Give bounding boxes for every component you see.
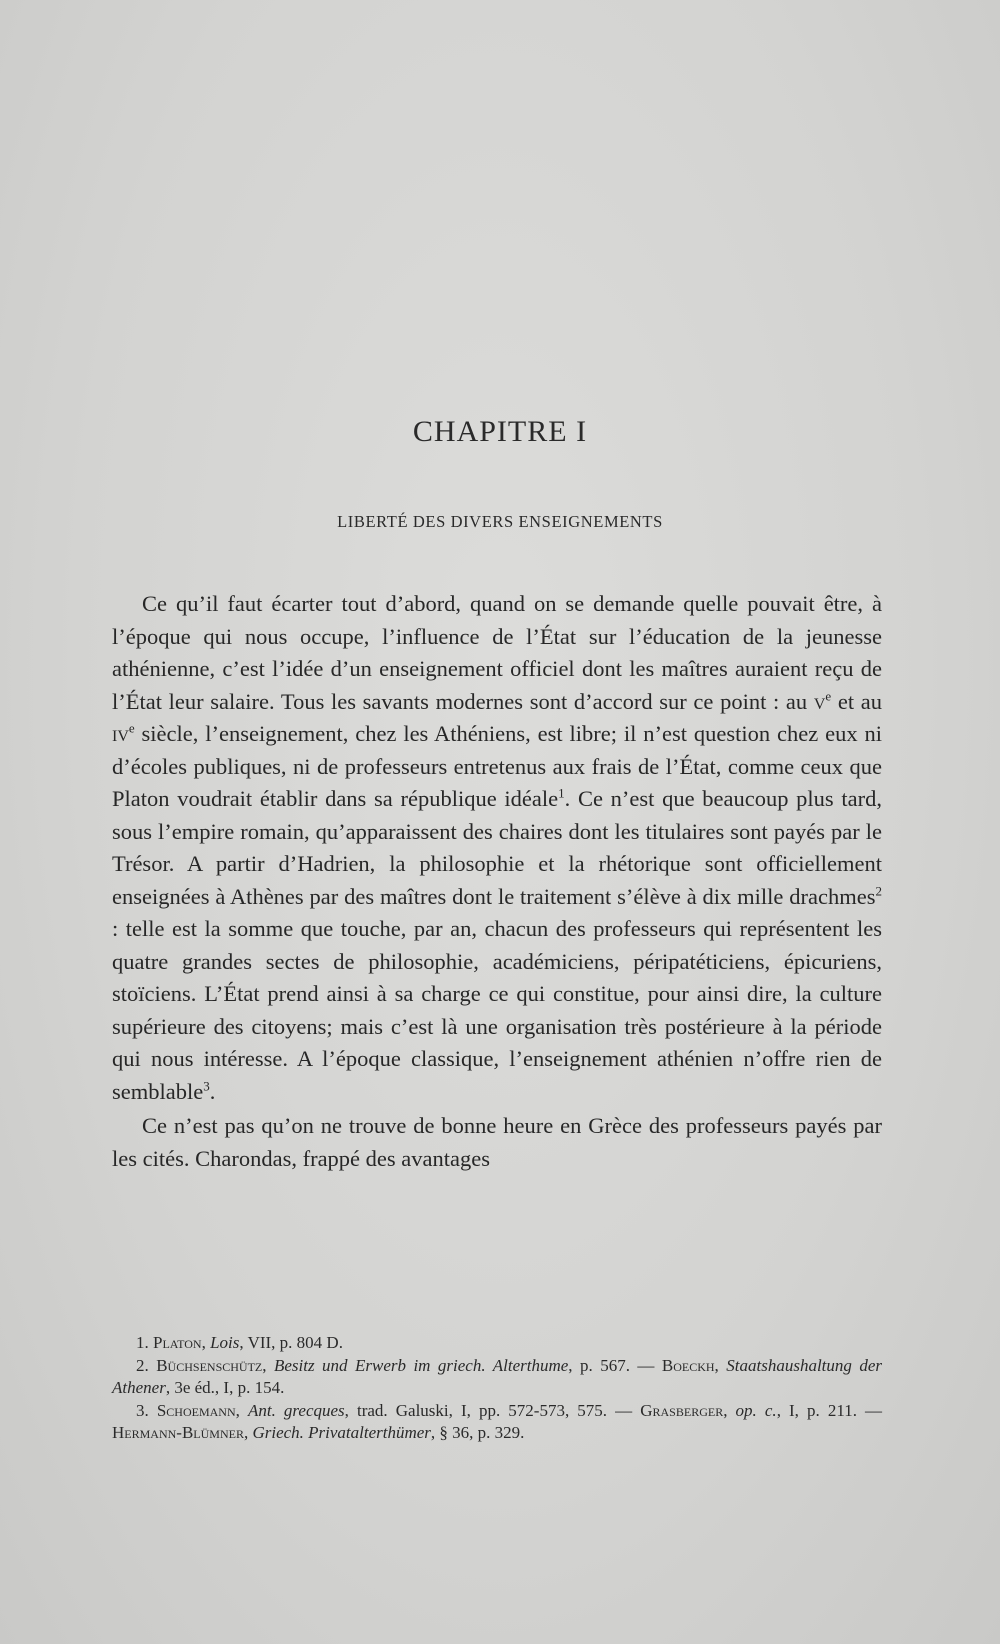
footnote-separator: ,	[243, 1423, 253, 1442]
footnote-author: Hermann-Blümner	[112, 1423, 244, 1442]
footnote-work: Staatshaushaltung der Athener	[112, 1355, 883, 1397]
footnote-rest: , 3e éd., I, p. 154.	[165, 1378, 285, 1397]
footnote-work: Ant. grecques	[247, 1400, 345, 1420]
century-v: v	[813, 688, 826, 714]
footnote-separator: ,	[201, 1333, 211, 1352]
paragraph-1-text-f: .	[209, 1078, 216, 1104]
footnotes	[112, 1332, 882, 1445]
paragraph-1-text-e: : telle est la somme que touche, par an, chacun des professeurs qui représentent les quatre grandes sectes de philosophie, académiciens, péripatéticiens, épicuriens, stoïciens. L’État prend ainsi à sa charge ce qui constitue, pour ainsi dire, la culture supérieure des citoyens; mais c’est là une organisation très postérieure à la période qui nous intéresse. A l’époque classique, l’enseignement athénien n’offre rien de semblable	[112, 916, 882, 1104]
chapter-title: CHAPITRE I	[412, 415, 588, 448]
paragraph-1-text-c: siècle, l’enseignement, chez les Athéniens, est libre; il n’est question chez eux ni d’écoles publiques, ni de professeurs entretenus aux frais de l’État, comme ceux que Platon voudrait établir dans sa république idéale	[112, 721, 882, 811]
footnote-number: 1.	[136, 1333, 153, 1352]
body-text	[112, 588, 882, 1175]
footnote-ref-3[interactable]: 3	[203, 1078, 210, 1093]
footnote-author: Grasberger	[640, 1400, 724, 1420]
century-v-sup: e	[825, 688, 832, 703]
footnote-work: Besitz und Erwerb im griech. Alterthume	[273, 1355, 569, 1375]
paragraph-2: Ce n’est pas qu’on ne trouve de bonne heure en Grèce des professeurs payés par les cités. Charondas, frappé des avantages	[112, 1113, 882, 1171]
footnote-author: Schoemann	[156, 1400, 236, 1420]
footnote-separator: ,	[235, 1400, 248, 1420]
footnote-separator: ,	[262, 1355, 274, 1375]
footnote-rest: , trad. Galuski, I, pp. 572-573, 575. —	[344, 1400, 641, 1420]
paragraph-1-text-d: . Ce n’est que beaucoup plus tard, sous l’empire romain, qu’apparaissent des chaires dont les titulaires sont payés par le Trésor. A partir d’Hadrien, la philosophie et la rhétorique sont officiellement enseignées à Athènes par des maîtres dont le traitement s’élève à dix mille drachmes	[112, 786, 883, 909]
footnote-separator: ,	[723, 1400, 736, 1420]
footnote-separator: ,	[714, 1355, 727, 1375]
footnote-work: Griech. Privatalterthümer	[252, 1423, 431, 1442]
footnote-author: Büchsenschütz	[156, 1355, 263, 1375]
footnote-3	[112, 1400, 882, 1445]
paragraph-1-text-b: et au	[831, 688, 882, 714]
footnote-ref-2[interactable]: 2	[875, 883, 882, 898]
paragraph-1-text-a: Ce qu’il faut écarter tout d’abord, quand on se demande quelle pouvait être, à l’époque qui nous occupe, l’influence de l’État sur l’éducation de la jeunesse athénienne, c’est l’idée d’un enseignement officiel dont les maîtres auraient reçu de l’État leur salaire. Tous les savants modernes sont d’accord sur ce point : au	[112, 591, 882, 714]
footnote-author: Platon	[153, 1333, 202, 1352]
footnote-number: 2.	[136, 1355, 157, 1375]
footnote-work: Lois	[210, 1333, 240, 1352]
century-iv: iv	[112, 721, 129, 746]
footnote-work: op. c.	[735, 1400, 777, 1420]
footnote-1	[112, 1332, 882, 1355]
footnote-2	[112, 1355, 882, 1400]
footnote-rest: , p. 567. —	[568, 1355, 662, 1375]
footnote-number: 3.	[136, 1400, 157, 1420]
footnote-rest: , § 36, p. 329.	[430, 1423, 525, 1442]
section-title: LIBERTÉ DES DIVERS ENSEIGNEMENTS	[337, 512, 663, 531]
footnote-ref-1[interactable]: 1	[558, 785, 565, 801]
footnote-rest: , I, p. 211. —	[776, 1400, 883, 1420]
century-iv-sup: e	[128, 720, 135, 736]
paragraph-1	[112, 588, 882, 1108]
footnote-author: Boeckh	[661, 1355, 715, 1375]
footnote-rest: , VII, p. 804 D.	[239, 1333, 343, 1352]
